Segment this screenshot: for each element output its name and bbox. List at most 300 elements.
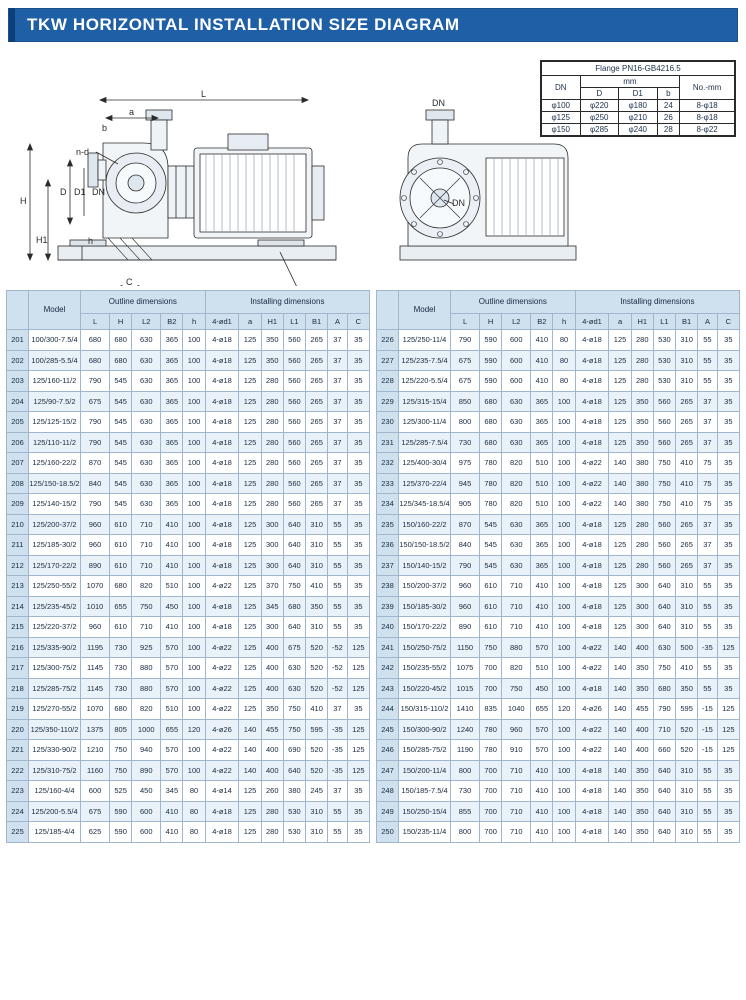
cell-value: 4-ø22 [575, 494, 609, 515]
cell-value: 410 [676, 473, 698, 494]
page-header [8, 8, 738, 42]
cell-value: 625 [81, 822, 110, 843]
cell-value: 35 [347, 371, 369, 392]
cell-value: 660 [653, 740, 675, 761]
cell-value: 100 [183, 760, 205, 781]
cell-value: 55 [328, 617, 347, 638]
cell-value: 410 [531, 371, 553, 392]
table-row [7, 781, 370, 802]
cell-value: 4-ø18 [205, 494, 239, 515]
cell-value: 410 [531, 350, 553, 371]
cell-value: 945 [451, 473, 480, 494]
col-header-l2: L2 [132, 314, 161, 330]
flange-cell: φ220 [580, 100, 619, 112]
cell-value: 35 [717, 494, 739, 515]
cell-value: 630 [132, 412, 161, 433]
cell-value: 365 [161, 453, 183, 474]
cell-value: 365 [161, 412, 183, 433]
cell-value: 125 [239, 637, 261, 658]
cell-value: 590 [480, 371, 502, 392]
col-header-h: h [183, 314, 205, 330]
cell-value: 280 [631, 330, 653, 351]
cell-value: 350 [261, 350, 283, 371]
cell-value: 300 [261, 535, 283, 556]
cell-value: 55 [698, 801, 717, 822]
cell-value: 1150 [451, 637, 480, 658]
cell-value: 365 [161, 494, 183, 515]
cell-value: 80 [553, 330, 575, 351]
col-header-h: h [553, 314, 575, 330]
cell-value: 100 [183, 596, 205, 617]
col-header-l: L [81, 314, 110, 330]
cell-value: 35 [717, 822, 739, 843]
cell-value: 630 [653, 637, 675, 658]
cell-value: 265 [306, 330, 328, 351]
cell-value: 710 [132, 555, 161, 576]
cell-value: 37 [328, 412, 347, 433]
cell-value: 35 [717, 781, 739, 802]
cell-value: 410 [531, 822, 553, 843]
cell-value: 600 [502, 350, 531, 371]
cell-value: 125 [239, 473, 261, 494]
cell-value: 125 [239, 699, 261, 720]
cell-value: 730 [110, 637, 132, 658]
cell-value: -52 [328, 637, 347, 658]
cell-value: 140 [239, 760, 261, 781]
cell-value: 4-ø18 [575, 781, 609, 802]
cell-value: 560 [653, 514, 675, 535]
row-index: 222 [7, 760, 29, 781]
cell-value: 655 [161, 719, 183, 740]
cell-value: 640 [653, 781, 675, 802]
table-row [7, 678, 370, 699]
col-header-b1: B1 [306, 314, 328, 330]
table-row [7, 617, 370, 638]
row-index: 248 [377, 781, 399, 802]
cell-value: 55 [328, 822, 347, 843]
cell-value: 280 [261, 391, 283, 412]
cell-value: 35 [717, 453, 739, 474]
cell-value: 125 [239, 535, 261, 556]
row-index: 250 [377, 822, 399, 843]
cell-value: 365 [531, 412, 553, 433]
cell-value: 125 [239, 801, 261, 822]
col-header-l: L [451, 314, 480, 330]
row-index: 236 [377, 535, 399, 556]
cell-value: 630 [132, 453, 161, 474]
cell-value: 125 [239, 658, 261, 679]
cell-value: 35 [717, 576, 739, 597]
cell-value: 630 [132, 350, 161, 371]
cell-value: 455 [261, 719, 283, 740]
col-header-4d1: 4-ød1 [205, 314, 239, 330]
cell-value: 55 [328, 576, 347, 597]
cell-value: 125 [239, 678, 261, 699]
cell-value: 960 [81, 617, 110, 638]
cell-value: 35 [347, 473, 369, 494]
cell-value: -52 [328, 678, 347, 699]
cell-value: 780 [480, 740, 502, 761]
cell-value: 1195 [81, 637, 110, 658]
cell-value: 120 [553, 699, 575, 720]
table-row [377, 412, 740, 433]
flange-cell: 26 [657, 112, 680, 124]
cell-value: -15 [698, 740, 717, 761]
cell-value: 100 [183, 391, 205, 412]
row-index: 247 [377, 760, 399, 781]
cell-value: 640 [653, 576, 675, 597]
cell-value: 125 [347, 740, 369, 761]
col-header-index [7, 291, 29, 330]
row-index: 220 [7, 719, 29, 740]
cell-value: 530 [653, 371, 675, 392]
row-index: 217 [7, 658, 29, 679]
cell-value: 35 [717, 330, 739, 351]
cell-value: 400 [261, 760, 283, 781]
cell-value: 750 [653, 453, 675, 474]
cell-value: 590 [480, 350, 502, 371]
cell-value: 280 [631, 350, 653, 371]
cell-value: 890 [451, 617, 480, 638]
col-header-a: A [698, 314, 717, 330]
cell-value: -15 [698, 719, 717, 740]
cell-value: 140 [239, 719, 261, 740]
col-group-outline-dimensions: Outline dimensions [451, 291, 576, 314]
flange-cell: φ125 [542, 112, 581, 124]
cell-value: 140 [609, 822, 631, 843]
svg-text:B1 [480, 285, 491, 286]
cell-value: 790 [81, 494, 110, 515]
cell-value: 4-ø22 [205, 576, 239, 597]
cell-model: 125/350-110/2 [29, 719, 81, 740]
cell-value: 37 [328, 371, 347, 392]
table-row [7, 740, 370, 761]
cell-value: 905 [451, 494, 480, 515]
cell-value: 820 [502, 473, 531, 494]
cell-value: 410 [531, 760, 553, 781]
cell-value: 570 [161, 658, 183, 679]
cell-value: 4-ø18 [575, 412, 609, 433]
cell-value: 100 [183, 514, 205, 535]
cell-value: 280 [261, 822, 283, 843]
cell-value: 560 [283, 494, 305, 515]
cell-value: 4-ø18 [575, 678, 609, 699]
cell-value: 300 [631, 576, 653, 597]
cell-value: 680 [110, 699, 132, 720]
cell-value: 55 [698, 781, 717, 802]
cell-model: 125/310-75/2 [29, 760, 81, 781]
col-group-installing-dimensions: Installing dimensions [205, 291, 369, 314]
cell-value: 100 [183, 555, 205, 576]
col-header-l2: L2 [502, 314, 531, 330]
cell-value: 125 [239, 330, 261, 351]
cell-value: 410 [676, 453, 698, 474]
cell-value: 680 [480, 432, 502, 453]
cell-value: 410 [161, 617, 183, 638]
cell-value: 35 [717, 535, 739, 556]
cell-value: 520 [306, 637, 328, 658]
cell-value: 300 [631, 617, 653, 638]
cell-value: 1070 [81, 576, 110, 597]
cell-value: 410 [531, 330, 553, 351]
cell-value: 410 [161, 514, 183, 535]
cell-value: 4-ø22 [205, 637, 239, 658]
cell-value: 630 [502, 412, 531, 433]
cell-model: 150/250-75/2 [399, 637, 451, 658]
cell-value: 365 [531, 535, 553, 556]
cell-value: 55 [698, 822, 717, 843]
cell-value: 310 [306, 801, 328, 822]
cell-value: 310 [306, 617, 328, 638]
cell-value: 545 [110, 391, 132, 412]
cell-value: 750 [283, 699, 305, 720]
table-row [7, 822, 370, 843]
cell-value: 680 [480, 412, 502, 433]
cell-value: 80 [553, 371, 575, 392]
table-row [377, 555, 740, 576]
cell-value: 100 [183, 637, 205, 658]
cell-value: 710 [132, 617, 161, 638]
flange-table-grid [541, 61, 735, 136]
cell-value: 120 [183, 719, 205, 740]
cell-value: 855 [451, 801, 480, 822]
table-row [377, 637, 740, 658]
table-row [377, 596, 740, 617]
cell-value: 100 [183, 412, 205, 433]
cell-value: 280 [261, 412, 283, 433]
cell-value: 570 [161, 637, 183, 658]
cell-value: 140 [609, 678, 631, 699]
cell-value: 4-ø26 [205, 719, 239, 740]
cell-value: 280 [631, 371, 653, 392]
cell-value: 265 [306, 453, 328, 474]
cell-value: 560 [653, 535, 675, 556]
row-index: 227 [377, 350, 399, 371]
table-row [377, 678, 740, 699]
cell-model: 150/200-11/4 [399, 760, 451, 781]
cell-value: 675 [81, 801, 110, 822]
cell-value: 35 [717, 371, 739, 392]
row-index: 225 [7, 822, 29, 843]
cell-value: 1010 [81, 596, 110, 617]
row-index: 212 [7, 555, 29, 576]
svg-text:n-d: n-d [76, 147, 90, 157]
cell-value: 710 [502, 781, 531, 802]
cell-value: 4-ø22 [205, 699, 239, 720]
cell-value: 570 [161, 678, 183, 699]
cell-value: 35 [347, 412, 369, 433]
cell-value: 790 [81, 432, 110, 453]
cell-model: 125/110-11/2 [29, 432, 81, 453]
cell-value: 4-ø22 [205, 658, 239, 679]
cell-value: 125 [717, 637, 739, 658]
cell-value: 1240 [451, 719, 480, 740]
cell-value: 570 [161, 740, 183, 761]
cell-value: 450 [161, 596, 183, 617]
cell-value: 880 [132, 678, 161, 699]
cell-value: 570 [531, 740, 553, 761]
cell-value: 300 [261, 617, 283, 638]
cell-value: 35 [347, 576, 369, 597]
cell-model: 125/185-30/2 [29, 535, 81, 556]
cell-value: 310 [676, 781, 698, 802]
cell-value: 35 [717, 391, 739, 412]
row-index: 226 [377, 330, 399, 351]
cell-value: 350 [306, 596, 328, 617]
row-index: 215 [7, 617, 29, 638]
spec-table-left-head [7, 291, 370, 330]
cell-value: 780 [480, 494, 502, 515]
cell-value: 560 [283, 473, 305, 494]
row-index: 241 [377, 637, 399, 658]
cell-value: 4-ø18 [205, 801, 239, 822]
table-row [7, 494, 370, 515]
cell-value: 4-ø26 [575, 699, 609, 720]
cell-value: 80 [553, 350, 575, 371]
cell-model: 100/300-7.5/4 [29, 330, 81, 351]
cell-value: 680 [653, 678, 675, 699]
cell-value: 975 [451, 453, 480, 474]
cell-value: 37 [328, 350, 347, 371]
flange-cell: 24 [657, 100, 680, 112]
cell-value: 100 [183, 432, 205, 453]
cell-value: 4-ø18 [205, 535, 239, 556]
cell-value: 75 [698, 473, 717, 494]
cell-value: 4-ø18 [205, 350, 239, 371]
cell-value: 380 [631, 473, 653, 494]
cell-value: 380 [283, 781, 305, 802]
cell-value: 880 [132, 658, 161, 679]
cell-value: 820 [132, 699, 161, 720]
cell-value: 690 [283, 740, 305, 761]
cell-value: 265 [676, 535, 698, 556]
flange-header-b: b [657, 88, 680, 100]
cell-value: 545 [480, 535, 502, 556]
cell-value: 100 [553, 535, 575, 556]
cell-value: 125 [347, 678, 369, 699]
page-title: TKW HORIZONTAL INSTALLATION SIZE DIAGRAM [27, 15, 460, 34]
cell-value: 280 [631, 555, 653, 576]
row-index: 219 [7, 699, 29, 720]
cell-value: 640 [653, 822, 675, 843]
cell-value: 4-ø22 [205, 760, 239, 781]
cell-value: 530 [283, 822, 305, 843]
flange-cell: φ180 [619, 100, 658, 112]
cell-value: 365 [161, 432, 183, 453]
cell-value: 345 [261, 596, 283, 617]
cell-value: 100 [553, 494, 575, 515]
table-row [7, 535, 370, 556]
cell-value: 600 [502, 330, 531, 351]
cell-value: 750 [653, 494, 675, 515]
cell-value: 125 [609, 576, 631, 597]
cell-model: 150/185-7.5/4 [399, 781, 451, 802]
cell-value: 840 [81, 473, 110, 494]
cell-value: 35 [347, 801, 369, 822]
cell-value: 400 [261, 740, 283, 761]
cell-value: 35 [347, 617, 369, 638]
cell-value: 4-ø18 [205, 596, 239, 617]
table-row [377, 473, 740, 494]
cell-value: 4-ø18 [575, 350, 609, 371]
cell-value: 710 [502, 822, 531, 843]
cell-value: 80 [183, 781, 205, 802]
cell-value: 410 [676, 494, 698, 515]
cell-value: 790 [653, 699, 675, 720]
cell-value: 510 [161, 699, 183, 720]
table-row [377, 350, 740, 371]
col-header-a: A [328, 314, 347, 330]
cell-value: 520 [676, 719, 698, 740]
cell-value: 280 [261, 473, 283, 494]
cell-value: 4-ø18 [575, 801, 609, 822]
cell-value: 125 [239, 453, 261, 474]
col-header-h1: H1 [631, 314, 653, 330]
cell-value: 100 [183, 617, 205, 638]
cell-value: 680 [110, 330, 132, 351]
cell-value: 630 [502, 535, 531, 556]
cell-value: 4-ø22 [575, 719, 609, 740]
table-row [7, 699, 370, 720]
cell-value: 630 [502, 555, 531, 576]
cell-value: 125 [239, 781, 261, 802]
cell-value: 1160 [81, 760, 110, 781]
cell-value: 100 [183, 350, 205, 371]
flange-row [542, 124, 735, 136]
cell-value: 750 [132, 596, 161, 617]
row-index: 204 [7, 391, 29, 412]
row-index: 239 [377, 596, 399, 617]
cell-value: 4-ø18 [575, 555, 609, 576]
cell-value: 790 [451, 555, 480, 576]
flange-unit-mm: mm [580, 76, 680, 88]
row-index: 245 [377, 719, 399, 740]
cell-value: 560 [653, 412, 675, 433]
cell-value: 310 [676, 596, 698, 617]
cell-value: 710 [502, 760, 531, 781]
cell-value: 750 [480, 637, 502, 658]
cell-value: 35 [347, 699, 369, 720]
svg-text:DN: DN [432, 98, 445, 108]
cell-value: 410 [161, 801, 183, 822]
cell-value: 4-ø18 [575, 617, 609, 638]
cell-value: 630 [283, 658, 305, 679]
cell-value: 510 [531, 473, 553, 494]
cell-value: 4-ø22 [575, 453, 609, 474]
cell-value: 4-ø22 [575, 637, 609, 658]
row-index: 244 [377, 699, 399, 720]
cell-value: 675 [451, 350, 480, 371]
table-row [377, 740, 740, 761]
cell-value: 75 [698, 453, 717, 474]
cell-model: 150/235-55/2 [399, 658, 451, 679]
cell-value: 640 [283, 760, 305, 781]
cell-value: 730 [110, 678, 132, 699]
cell-value: 400 [261, 637, 283, 658]
cell-value: 4-ø18 [575, 576, 609, 597]
cell-value: 345 [161, 781, 183, 802]
cell-model: 125/370-22/4 [399, 473, 451, 494]
flange-cell: φ100 [542, 100, 581, 112]
cell-value: 125 [347, 719, 369, 740]
cell-value: 655 [110, 596, 132, 617]
cell-value: 280 [261, 801, 283, 822]
row-index: 214 [7, 596, 29, 617]
svg-text:H1: H1 [36, 235, 48, 245]
cell-value: 365 [161, 371, 183, 392]
cell-value: 410 [531, 801, 553, 822]
cell-value: 310 [676, 801, 698, 822]
